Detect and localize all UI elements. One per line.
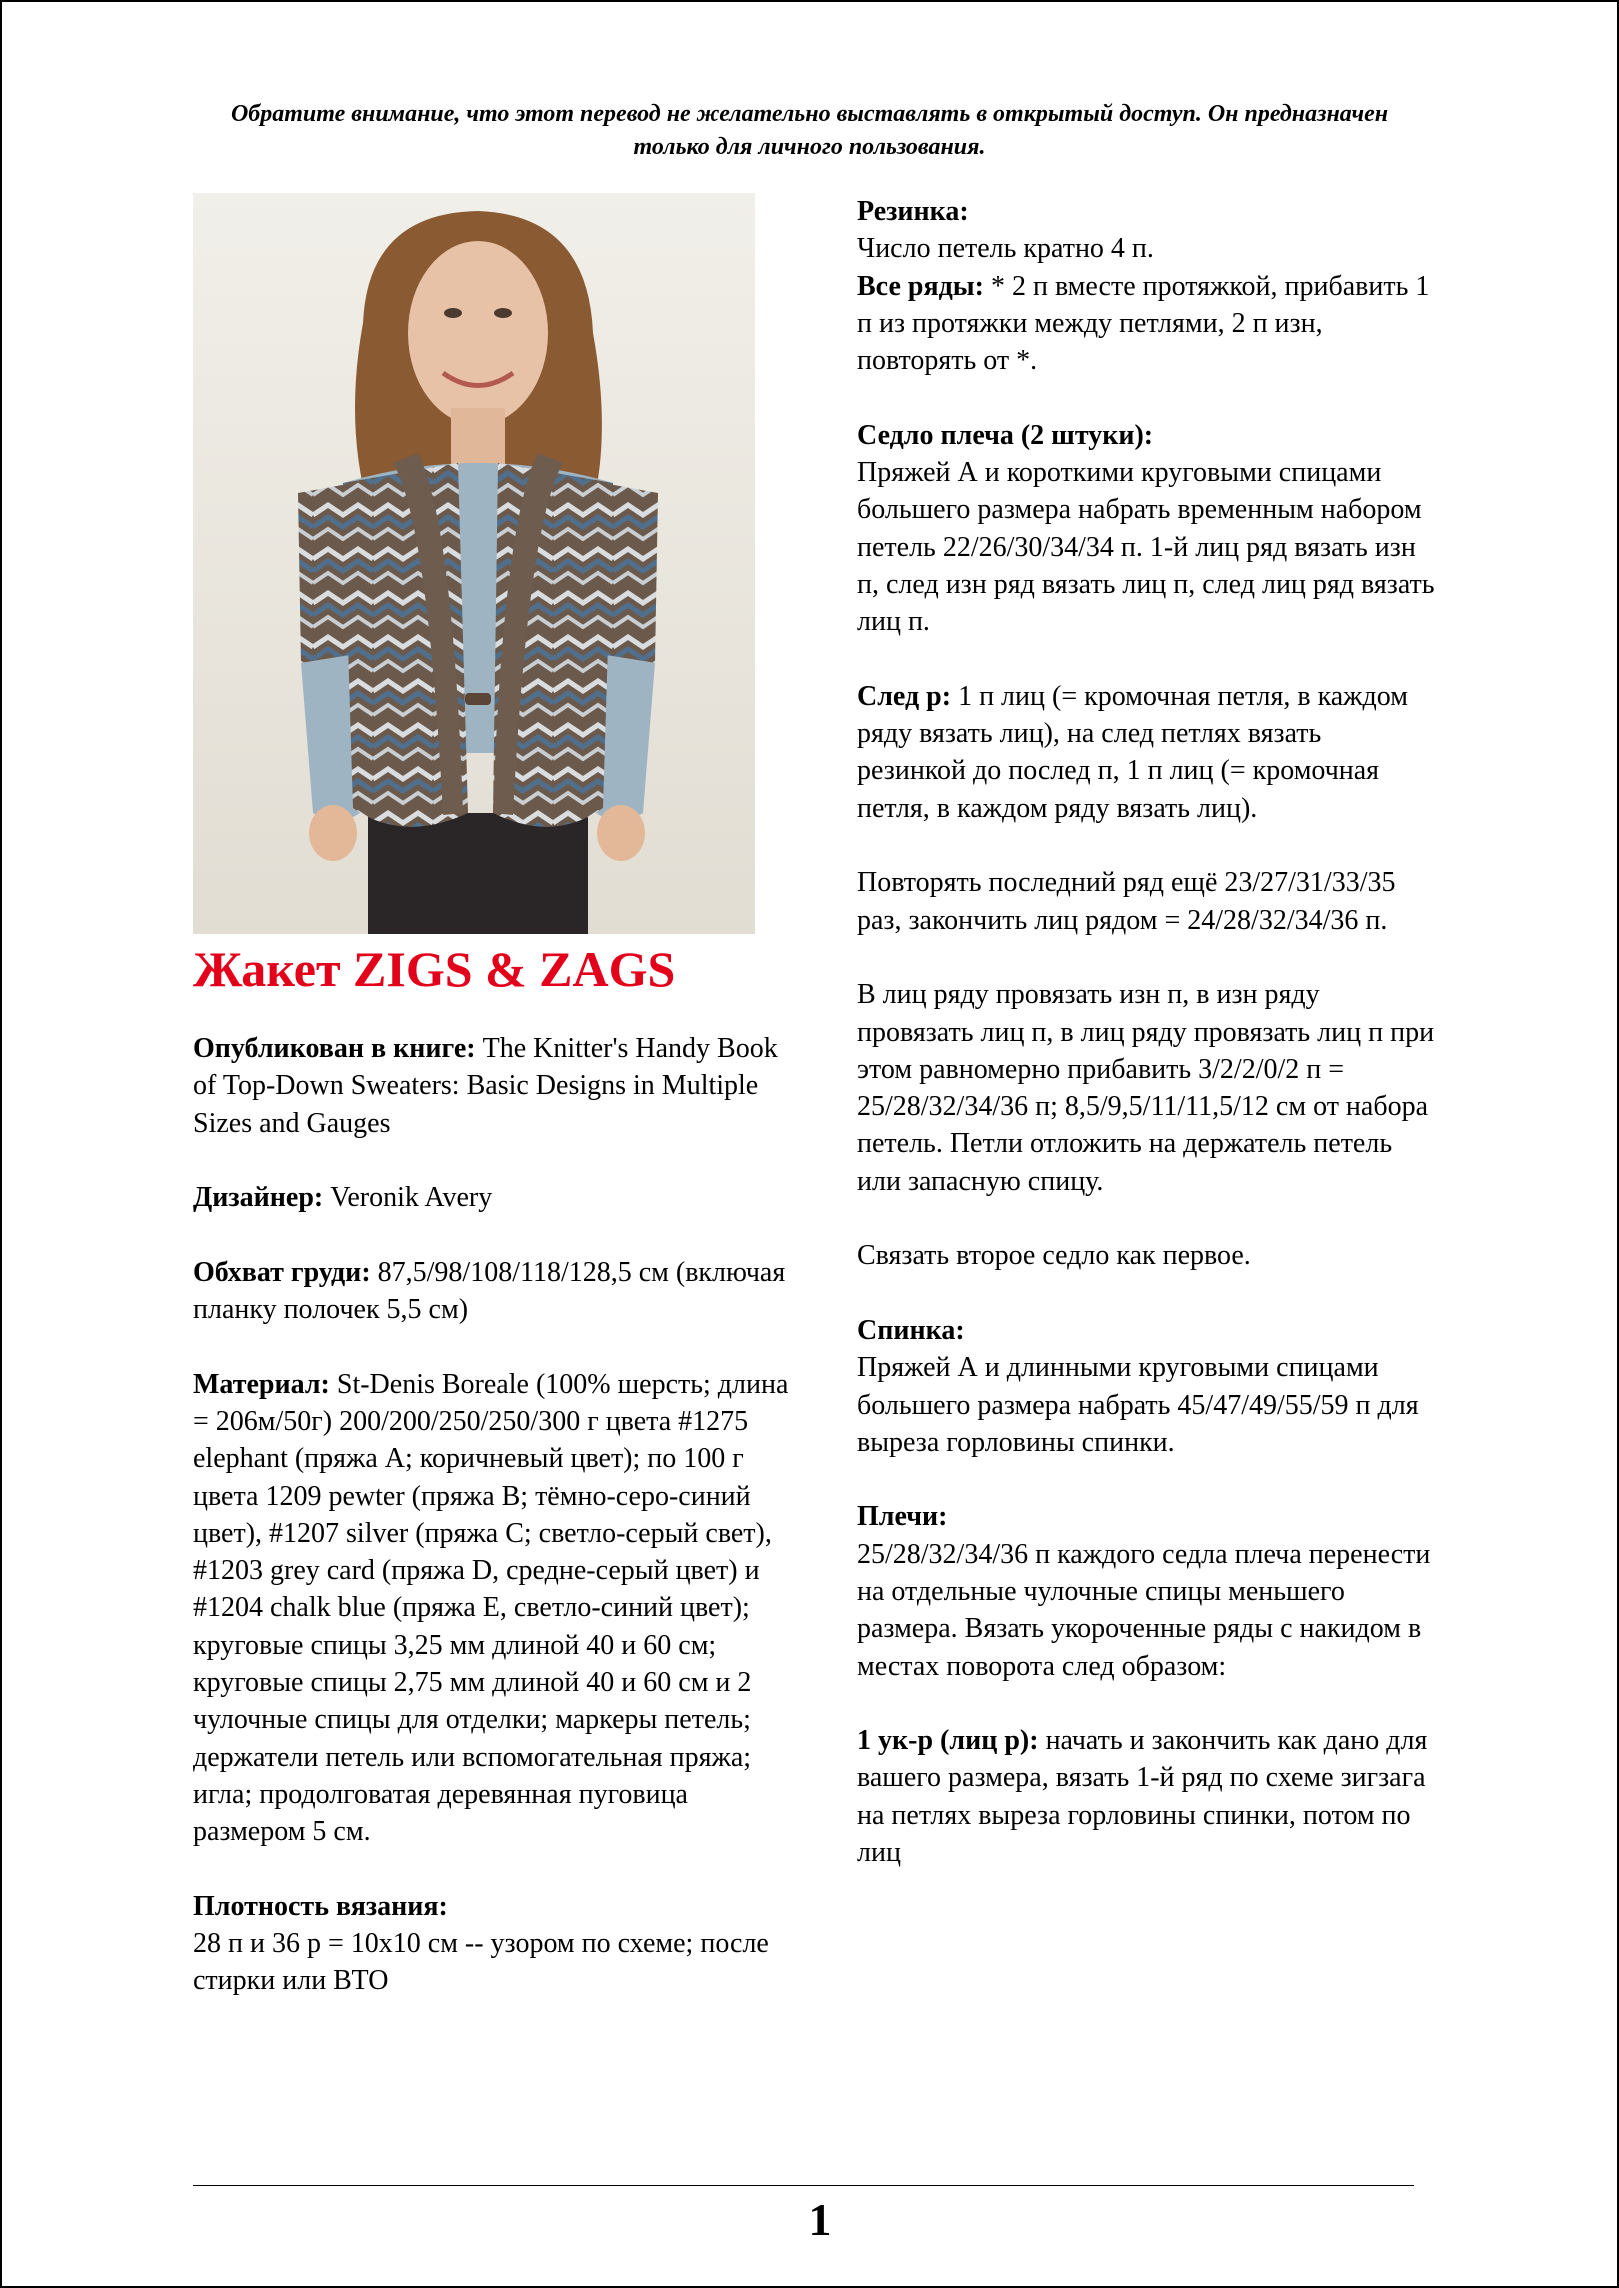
gauge-label: Плотность вязания: <box>193 1890 448 1922</box>
rib-rows <box>857 268 1437 380</box>
short-row <box>857 1722 1437 1871</box>
rib-heading <box>857 193 1437 230</box>
repeat-text: Повторять последний ряд ещё 23/27/31/33/35 раз, закончить лиц рядом = 24/28/32/34/36 п. <box>857 867 1396 936</box>
rib-heading-text: Резинка: <box>857 196 969 227</box>
published-in <box>193 1030 793 1142</box>
short-row-label: 1 ук-р (лиц р): <box>857 1725 1039 1757</box>
material-value: St-Denis Boreale (100% шерсть; длина = 206м/50г) 200/200/250/250/300 г цвета #1275 elephant (пряжа А; коричневый цвет); по 100 г цвета 1209 pewter (пряжа В; тёмно-серо-синий цвет), #1207 silver (пряжа С; светло-серый свет), #1203 grey card (пряжа D, средне-серый цвет) и #1204 chalk blue (пряжа Е, светло-синий цвет); круговые спицы 3,25 мм длиной 40 и 60 см; круговые спицы 2,75 мм длиной 40 и 60 см и 2 чулочные спицы для отделки; маркеры петель; держатели петель или вспомогательная пряжа; игла; продолговатая деревянная пуговица размером 5 см. <box>193 1368 789 1848</box>
woman-wearing-zigzag-jacket-icon <box>193 193 755 934</box>
rib-rows-label: Все ряды: <box>857 270 984 302</box>
back-text: Пряжей А и длинными круговыми спицами большего размера набрать 45/47/49/55/59 п для выреза горловины спинки. <box>857 1352 1419 1458</box>
second-saddle: Связать второе седло как первое. <box>857 1240 1251 1272</box>
model-photo <box>193 193 755 934</box>
shoulders-text: 25/28/32/34/36 п каждого седла плеча перенести на отдельные чулочные спицы меньшего размера. Вязать укороченные ряды с накидом в местах поворота след образом: <box>857 1538 1431 1682</box>
next-row <box>857 678 1437 827</box>
rib-rows-value: * 2 п вместе протяжкой, прибавить 1 п из протяжки между петлями, 2 п изн, повторять от *. <box>857 270 1430 377</box>
copyright-notice: Обратите внимание, что этот перевод не желательно выставлять в открытый доступ. Он предназначен только для личного пользования. <box>230 101 1389 160</box>
designer-label: Дизайнер: <box>193 1182 324 1214</box>
bust-label: Обхват груди: <box>193 1256 371 1288</box>
material-label: Материал: <box>193 1368 330 1400</box>
bust-size <box>193 1254 793 1329</box>
shoulders-heading <box>857 1498 1437 1535</box>
designer <box>193 1179 793 1216</box>
pattern-title: Жакет ZIGS & ZAGS <box>193 941 676 997</box>
shoulders-heading-text: Плечи: <box>857 1501 948 1533</box>
next-row-value: 1 п лиц (= кромочная петля, в каждом ряду вязать лиц), на след петлях вязать резинкой до послед п, 1 п лиц (= кромочная петля, в каждом ряду вязать лиц). <box>857 680 1408 824</box>
short-row-value: начать и закончить как дано для вашего размера, вязать 1-й ряд по схеме зигзага на петлях выреза горловины спинки, потом по лиц <box>857 1725 1428 1869</box>
rib-multiple: Число петель кратно 4 п. <box>857 233 1154 265</box>
saddle-heading-text: Седло плеча (2 штуки): <box>857 419 1154 451</box>
footer-divider <box>193 2185 1414 2186</box>
right-column <box>857 193 1437 1871</box>
saddle-text: Пряжей А и короткими круговыми спицами большего размера набрать временным набором петель 22/26/30/34/34 п. 1-й лиц ряд вязать изн п, след изн ряд вязать лиц п, след лиц ряд вязать лиц п. <box>857 457 1435 638</box>
back-heading-text: Спинка: <box>857 1314 965 1346</box>
gauge-value: 28 п и 36 р = 10х10 см -- узором по схеме; после стирки или ВТО <box>193 1928 769 1997</box>
back-heading <box>857 1312 1437 1349</box>
published-value: The Knitter's Handy Book of Top-Down Sweaters: Basic Designs in Multiple Sizes and Gauges <box>193 1033 778 1139</box>
page-number: 1 <box>808 2194 832 2245</box>
gauge-heading <box>193 1888 793 1925</box>
materials <box>193 1366 793 1851</box>
increase-text: В лиц ряду провязать изн п, в изн ряду провязать лиц п, в лиц ряду провязать лиц п при этом равномерно прибавить 3/2/2/0/2 п = 25/28/32/34/36 п; 8,5/9,5/11/11,5/12 см от набора петель. Петли отложить на держатель петель или запасную спицу. <box>857 979 1435 1197</box>
designer-value: Veronik Avery <box>323 1182 493 1214</box>
left-column <box>193 1030 793 2000</box>
published-label: Опубликован в книге: <box>193 1033 476 1064</box>
bust-value: 87,5/98/108/118/128,5 см (включая планку полочек 5,5 см) <box>193 1256 786 1326</box>
next-row-label: След р: <box>857 680 952 712</box>
saddle-heading <box>857 417 1437 454</box>
